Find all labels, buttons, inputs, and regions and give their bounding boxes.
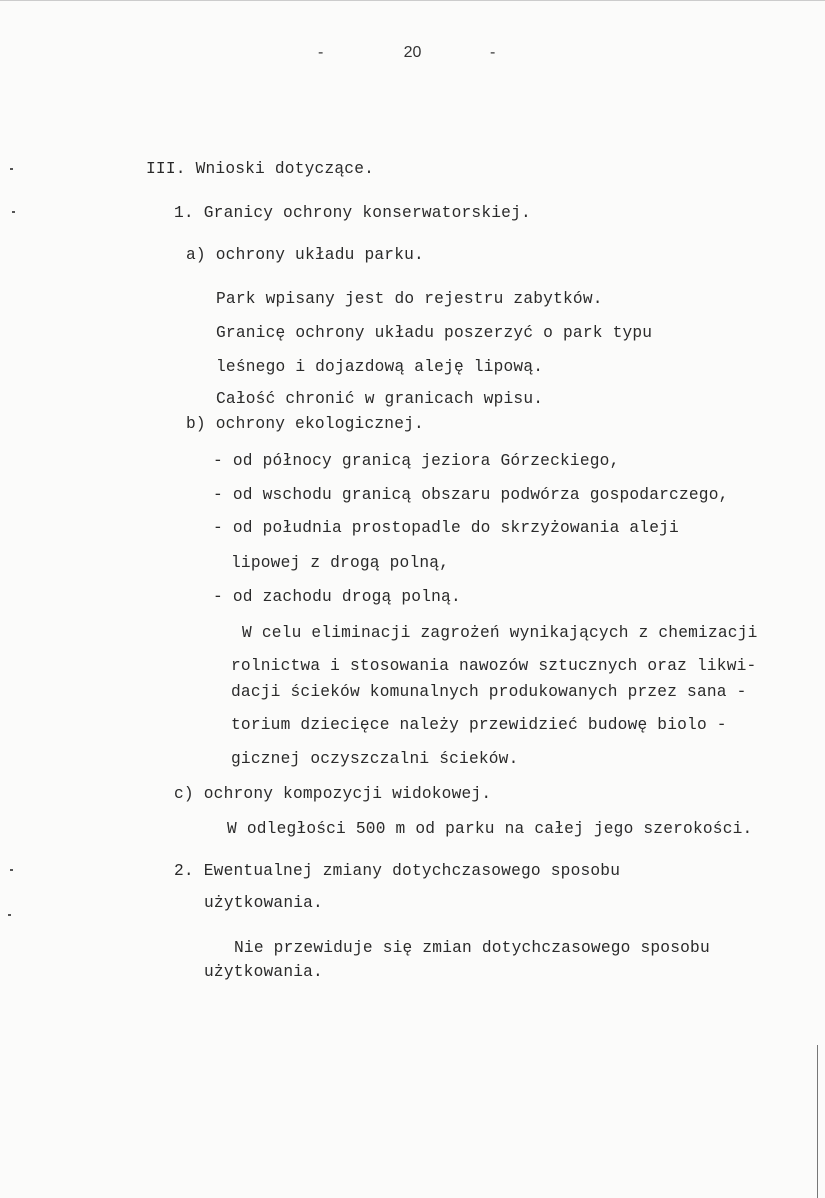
page-number-dash-left: - [318, 44, 324, 61]
item-1a-line: leśnego i dojazdową aleję lipową. [216, 358, 544, 376]
item-1b-line: - od północy granicą jeziora Górzeckiego, [213, 452, 620, 470]
page-top-edge [0, 0, 825, 1]
item-1a-line: Park wpisany jest do rejestru zabytków. [216, 290, 603, 308]
item-2-text-line: użytkowania. [204, 963, 323, 981]
scan-mark [10, 869, 13, 871]
item-1c-title: c) ochrony kompozycji widokowej. [174, 785, 492, 803]
item-1b-paragraph-line: rolnictwa i stosowania nawozów sztucznych oraz likwi- [231, 657, 757, 675]
item-1b-title: b) ochrony ekologicznej. [186, 415, 424, 433]
scan-edge-line [817, 1045, 818, 1198]
scan-mark [10, 168, 13, 170]
item-1b-paragraph-line: dacji ścieków komunalnych produkowanych przez sana - [231, 683, 747, 701]
item-1b-paragraph-line: gicznej oczyszczalni ścieków. [231, 750, 519, 768]
section-title: III. Wnioski dotyczące. [146, 160, 375, 178]
item-2-title: 2. Ewentualnej zmiany dotychczasowego sposobu [174, 862, 621, 880]
item-1b-line: - od zachodu drogą polną. [213, 588, 461, 606]
item-2-title-continued: użytkowania. [204, 894, 323, 912]
scan-mark [8, 914, 11, 916]
item-2-text-line: Nie przewiduje się zmian dotychczasowego sposobu [234, 939, 710, 957]
item-1b-line: - od południa prostopadle do skrzyżowania aleji [213, 519, 679, 537]
scan-mark [12, 211, 15, 213]
item-1b-paragraph-line: torium dziecięce należy przewidzieć budowę biolo - [231, 716, 727, 734]
item-1a-title: a) ochrony układu parku. [186, 246, 424, 264]
item-1a-line: Granicę ochrony układu poszerzyć o park typu [216, 324, 653, 342]
item-1b-line: lipowej z drogą polną, [231, 554, 450, 572]
item-1-title: 1. Granicy ochrony konserwatorskiej. [174, 204, 531, 222]
item-1a-line: Całość chronić w granicach wpisu. [216, 390, 544, 408]
item-1c-text: W odległości 500 m od parku na całej jego szerokości. [227, 820, 753, 838]
page-number: 20 [403, 44, 422, 61]
item-1b-paragraph-line: W celu eliminacji zagrożeń wynikających z chemizacji [242, 624, 758, 642]
item-1b-line: - od wschodu granicą obszaru podwórza gospodarczego, [213, 486, 729, 504]
page-number-dash-right: - [490, 44, 496, 61]
